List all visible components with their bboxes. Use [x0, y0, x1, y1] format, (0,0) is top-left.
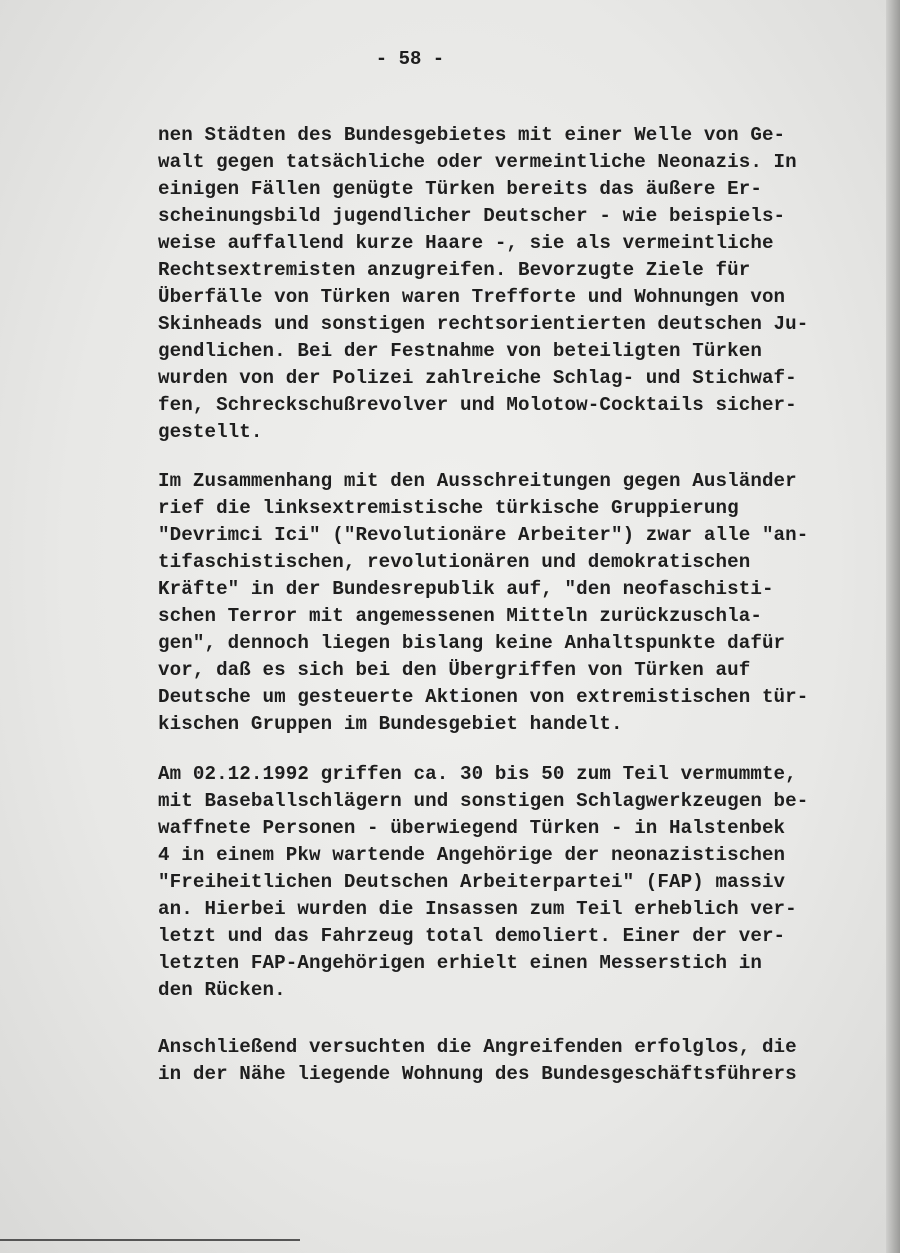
- text-line: an. Hierbei wurden die Insassen zum Teil erheblich ver-: [158, 898, 797, 920]
- text-line: in der Nähe liegende Wohnung des Bundesgeschäftsführers: [158, 1063, 797, 1085]
- text-line: scheinungsbild jugendlicher Deutscher - wie beispiels-: [158, 205, 786, 227]
- text-line: "Devrimci Ici" ("Revolutionäre Arbeiter") zwar alle "an-: [158, 524, 809, 546]
- text-line: einigen Fällen genügte Türken bereits das äußere Er-: [158, 178, 762, 200]
- text-line: mit Baseballschlägern und sonstigen Schlagwerkzeugen be-: [158, 790, 809, 812]
- text-line: schen Terror mit angemessenen Mitteln zurückzuschla-: [158, 605, 762, 627]
- text-line: den Rücken.: [158, 979, 286, 1001]
- text-line: walt gegen tatsächliche oder vermeintliche Neonazis. In: [158, 151, 797, 173]
- text-line: 4 in einem Pkw wartende Angehörige der neonazistischen: [158, 844, 786, 866]
- text-line: Kräfte" in der Bundesrepublik auf, "den neofaschisti-: [158, 578, 774, 600]
- text-line: tifaschistischen, revolutionären und demokratischen: [158, 551, 751, 573]
- text-line: nen Städten des Bundesgebietes mit einer Welle von Ge-: [158, 124, 786, 146]
- text-line: wurden von der Polizei zahlreiche Schlag- und Stichwaf-: [158, 367, 797, 389]
- text-line: Deutsche um gesteuerte Aktionen von extremistischen tür-: [158, 686, 809, 708]
- text-line: gestellt.: [158, 421, 263, 443]
- paragraph-3: [158, 761, 808, 1004]
- paragraph-1: [158, 122, 808, 446]
- text-line: Skinheads und sonstigen rechtsorientierten deutschen Ju-: [158, 313, 809, 335]
- text-line: Anschließend versuchten die Angreifenden erfolglos, die: [158, 1036, 797, 1058]
- paragraph-4: [158, 1034, 797, 1088]
- text-line: gendlichen. Bei der Festnahme von beteiligten Türken: [158, 340, 762, 362]
- text-line: Im Zusammenhang mit den Ausschreitungen gegen Ausländer: [158, 470, 797, 492]
- text-line: vor, daß es sich bei den Übergriffen von Türken auf: [158, 659, 751, 681]
- scan-edge: [886, 0, 900, 1253]
- text-line: Überfälle von Türken waren Trefforte und Wohnungen von: [158, 286, 786, 308]
- text-line: kischen Gruppen im Bundesgebiet handelt.: [158, 713, 623, 735]
- text-line: Am 02.12.1992 griffen ca. 30 bis 50 zum Teil vermummte,: [158, 763, 797, 785]
- paragraph-2: [158, 468, 808, 738]
- text-line: weise auffallend kurze Haare -, sie als vermeintliche: [158, 232, 774, 254]
- text-line: Rechtsextremisten anzugreifen. Bevorzugte Ziele für: [158, 259, 751, 281]
- text-line: letzt und das Fahrzeug total demoliert. Einer der ver-: [158, 925, 786, 947]
- text-line: gen", dennoch liegen bislang keine Anhaltspunkte dafür: [158, 632, 786, 654]
- text-line: letzten FAP-Angehörigen erhielt einen Messerstich in: [158, 952, 762, 974]
- text-line: rief die linksextremistische türkische Gruppierung: [158, 497, 739, 519]
- text-line: waffnete Personen - überwiegend Türken - in Halstenbek: [158, 817, 786, 839]
- page-number: - 58 -: [375, 48, 445, 70]
- scan-artifact-line: [0, 1239, 300, 1241]
- text-line: "Freiheitlichen Deutschen Arbeiterpartei" (FAP) massiv: [158, 871, 786, 893]
- text-line: fen, Schreckschußrevolver und Molotow-Cocktails sicher-: [158, 394, 797, 416]
